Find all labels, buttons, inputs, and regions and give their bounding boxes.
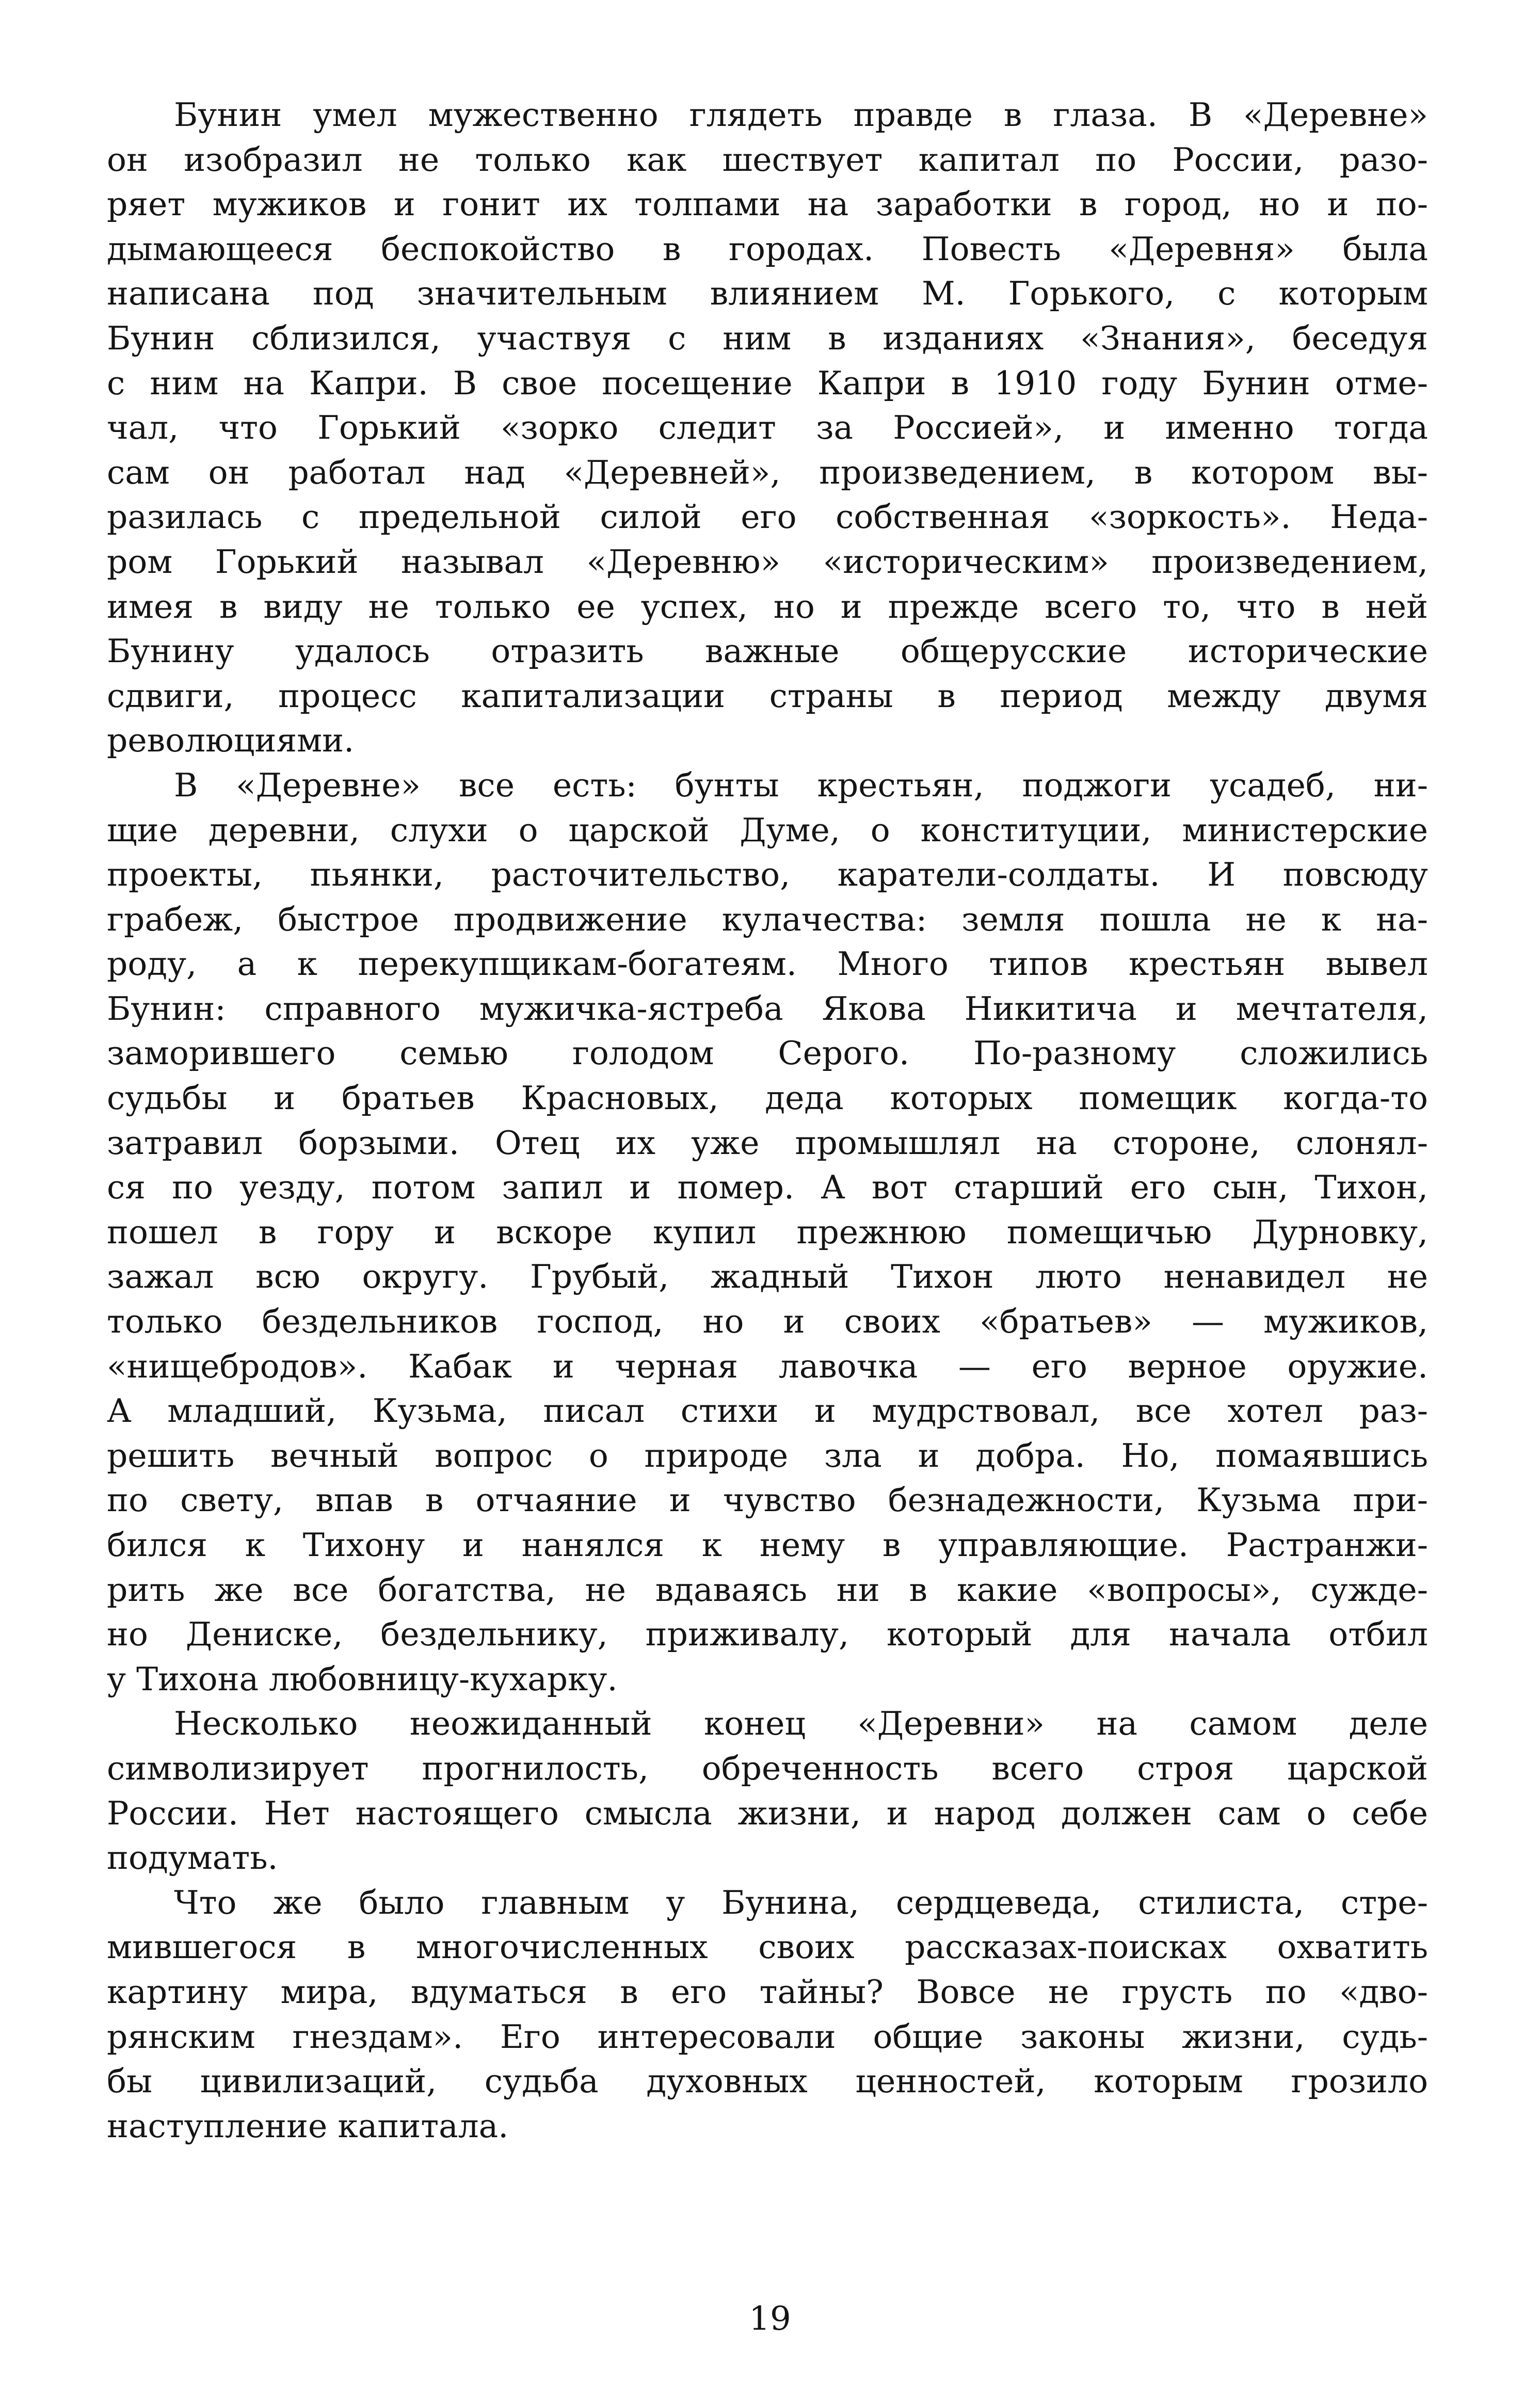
text-line: «нищебродов». Кабак и черная лавочка — его верное оружие. [107, 1347, 1428, 1385]
text-line: разилась с предельной силой его собственная «зоркость». Неда- [107, 498, 1428, 536]
body-text [107, 93, 1428, 2149]
text-line: имея в виду не только ее успех, но и прежде всего то, что в ней [107, 587, 1428, 626]
paragraph-4 [107, 1881, 1428, 2149]
text-line: проекты, пьянки, расточительство, каратели-солдаты. И повсюду [107, 856, 1428, 894]
text-line: только бездельников господ, но и своих «братьев» — мужиков, [107, 1303, 1428, 1341]
text-line: чал, что Горький «зорко следит за Россией», и именно тогда [107, 409, 1428, 447]
text-line: он изобразил не только как шествует капитал по России, разо- [107, 140, 1428, 179]
text-line: рить же все богатства, не вдаваясь ни в какие «вопросы», сужде- [107, 1570, 1428, 1609]
text-line: Несколько неожиданный конец «Деревни» на самом деле [174, 1705, 1428, 1743]
text-line: по свету, впав в отчаяние и чувство безнадежности, Кузьма при- [107, 1481, 1428, 1519]
text-line: затравил борзыми. Отец их уже промышлял на стороне, слонял- [107, 1124, 1428, 1162]
text-line: роду, а к перекупщикам-богатеям. Много типов крестьян вывел [107, 945, 1428, 983]
text-line: России. Нет настоящего смысла жизни, и народ должен сам о себе [107, 1794, 1428, 1832]
text-line: у Тихона любовницу-кухарку. [107, 1660, 618, 1698]
text-line: заморившего семью голодом Серого. По-разному сложились [107, 1034, 1428, 1072]
text-line: мившегося в многочисленных своих рассказах-поисках охватить [107, 1928, 1428, 1966]
text-line: А младший, Кузьма, писал стихи и мудрствовал, все хотел раз- [107, 1392, 1428, 1430]
text-line: символизирует прогнилость, обреченность всего строя царской [107, 1749, 1428, 1787]
text-line: В «Деревне» все есть: бунты крестьян, поджоги усадеб, ни- [174, 766, 1428, 804]
text-line: бы цивилизаций, судьба духовных ценностей, которым грозило [107, 2062, 1428, 2101]
text-line: революциями. [107, 722, 355, 760]
text-line: подумать. [107, 1839, 278, 1877]
page-number: 19 [749, 2300, 791, 2338]
text-line: зажал всю округу. Грубый, жадный Тихон люто ненавидел не [107, 1258, 1428, 1296]
text-line: щие деревни, слухи о царской Думе, о конституции, министерские [107, 811, 1428, 849]
text-line: с ним на Капри. В свое посещение Капри в 1910 году Бунин отме- [107, 364, 1428, 402]
text-line: ряет мужиков и гонит их толпами на заработки в город, но и по- [107, 185, 1428, 223]
text-line: написана под значительным влиянием М. Горького, с которым [107, 275, 1428, 313]
text-line: но Дениске, бездельнику, приживалу, который для начала отбил [107, 1615, 1428, 1654]
text-line: ром Горький называл «Деревню» «историческим» произведением, [107, 542, 1428, 581]
text-line: дымающееся беспокойство в городах. Повесть «Деревня» была [107, 230, 1428, 268]
text-line: Бунин умел мужественно глядеть правде в глаза. В «Деревне» [174, 96, 1428, 134]
text-line: Что же было главным у Бунина, сердцеведа, стилиста, стре- [174, 1883, 1428, 1921]
paragraph-1 [107, 93, 1428, 763]
text-line: бился к Тихону и нанялся к нему в управляющие. Растранжи- [107, 1526, 1428, 1564]
text-line: Бунину удалось отразить важные общерусские исторические [107, 632, 1428, 670]
text-line: пошел в гору и вскоре купил прежнюю помещичью Дурновку, [107, 1213, 1428, 1251]
text-line: Бунин сблизился, участвуя с ним в изданиях «Знания», беседуя [107, 319, 1428, 357]
paragraph-2 [107, 763, 1428, 1702]
text-line: сдвиги, процесс капитализации страны в период между двумя [107, 677, 1428, 715]
text-line: ся по уезду, потом запил и помер. А вот старший его сын, Тихон, [107, 1168, 1428, 1207]
text-line: картину мира, вдуматься в его тайны? Вовсе не грусть по «дво- [107, 1973, 1428, 2011]
text-line: рянским гнездам». Его интересовали общие законы жизни, судь- [107, 2017, 1428, 2056]
text-line: Бунин: справного мужичка-ястреба Якова Никитича и мечтателя, [107, 989, 1428, 1028]
paragraph-3 [107, 1702, 1428, 1880]
text-line: наступление капитала. [107, 2107, 509, 2145]
text-line: судьбы и братьев Красновых, деда которых помещик когда-то [107, 1079, 1428, 1117]
text-line: грабеж, быстрое продвижение кулачества: земля пошла не к на- [107, 900, 1428, 938]
text-line: решить вечный вопрос о природе зла и добра. Но, помаявшись [107, 1436, 1428, 1475]
text-line: сам он работал над «Деревней», произведением, в котором вы- [107, 453, 1428, 491]
